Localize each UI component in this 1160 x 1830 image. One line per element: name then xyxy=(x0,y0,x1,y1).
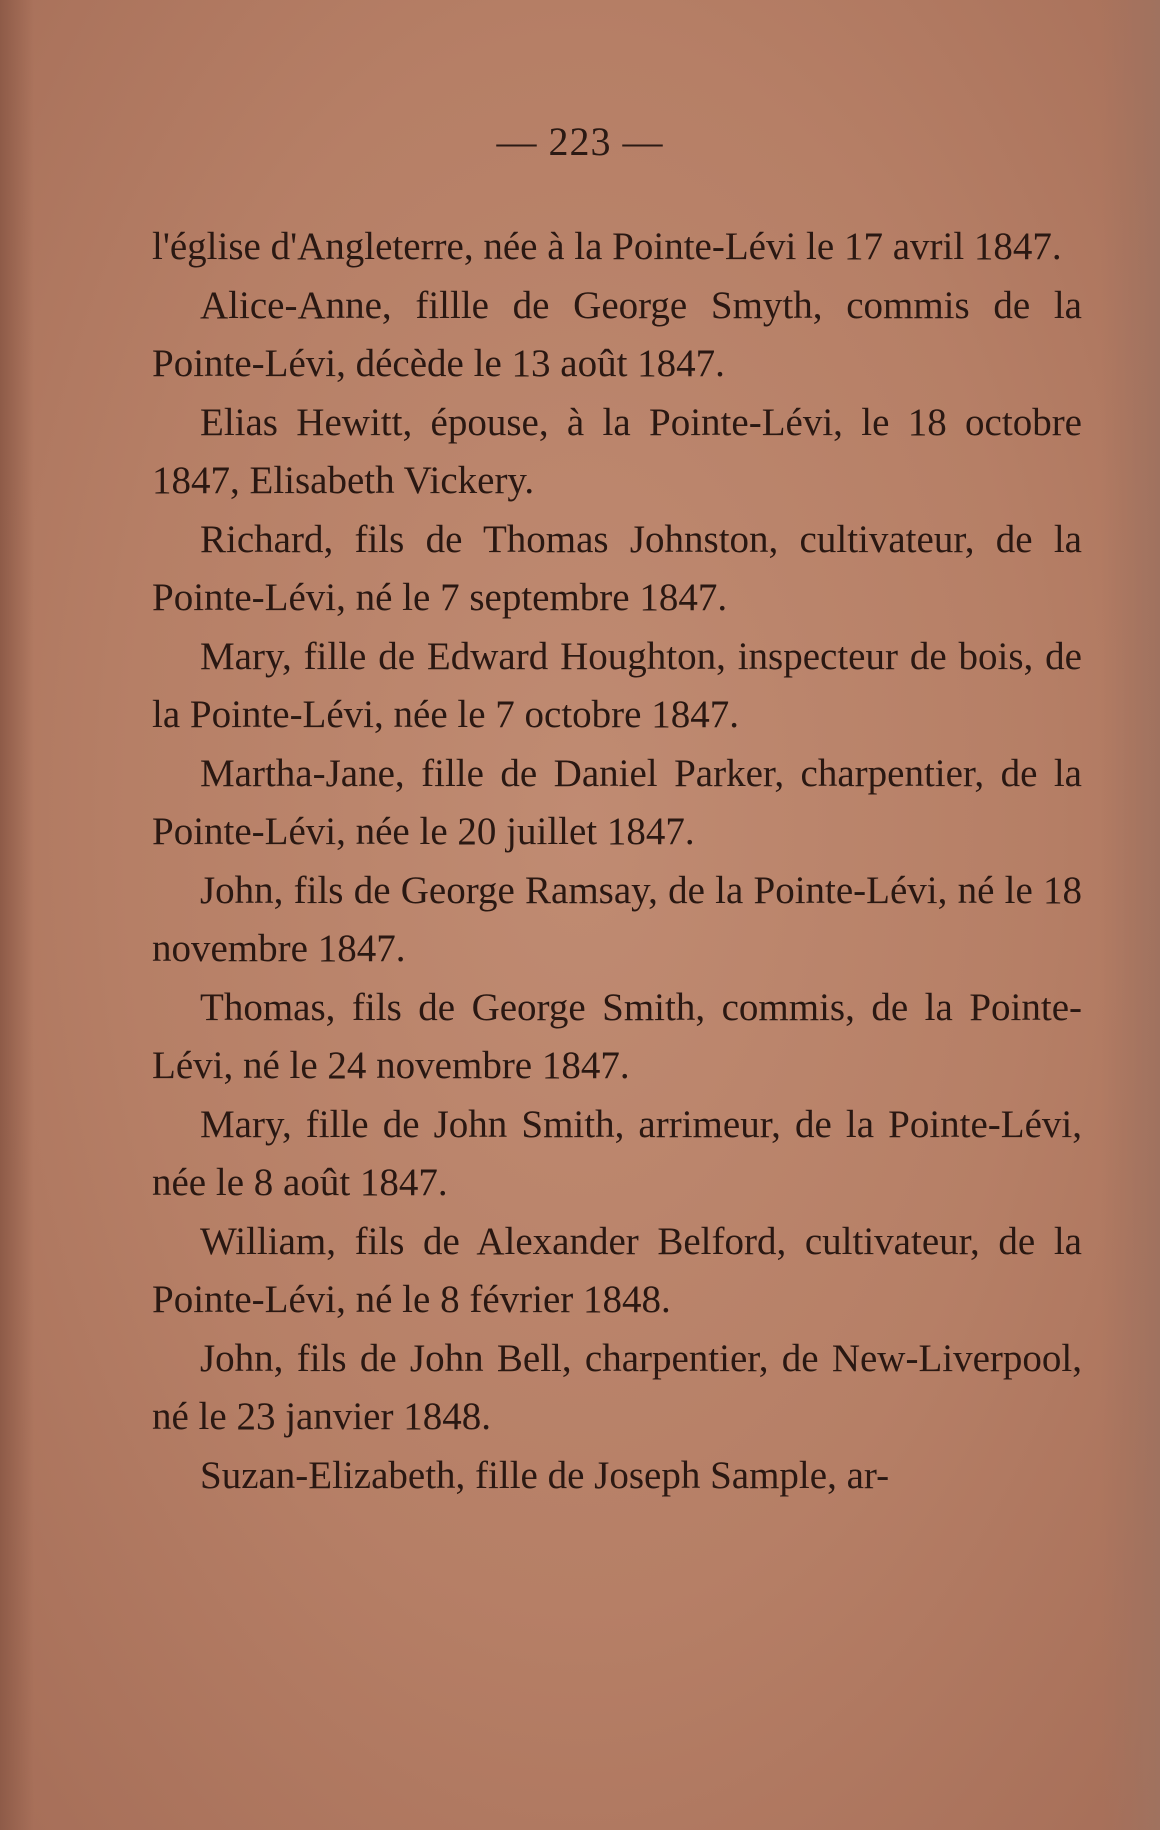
paragraph: Richard, fils de Thomas Johnston, cultivateur, de la Pointe-Lévi, né le 7 septembre 1847. xyxy=(152,517,1082,619)
paragraph: Thomas, fils de George Smith, commis, de la Pointe-Lévi, né le 24 novembre 1847. xyxy=(152,985,1082,1087)
paragraph: Mary, fille de John Smith, arrimeur, de la Pointe-Lévi, née le 8 août 1847. xyxy=(152,1102,1082,1204)
paragraph: William, fils de Alexander Belford, cultivateur, de la Pointe-Lévi, né le 8 février 1848. xyxy=(152,1219,1082,1321)
paragraph: Suzan-Elizabeth, fille de Joseph Sample, ar- xyxy=(200,1453,890,1497)
paragraph: John, fils de George Ramsay, de la Pointe-Lévi, né le 18 novembre 1847. xyxy=(152,868,1082,970)
paragraph: Alice-Anne, fillle de George Smyth, commis de la Pointe-Lévi, décède le 13 août 1847. xyxy=(152,283,1082,385)
page-edge-shadow-left xyxy=(0,0,34,1830)
paragraph: l'église d'Angleterre, née à la Pointe-Lévi le 17 avril 1847. xyxy=(152,225,1062,268)
paragraph: Elias Hewitt, épouse, à la Pointe-Lévi, le 18 octobre 1847, Elisabeth Vickery. xyxy=(152,400,1082,502)
paragraph: Mary, fille de Edward Houghton, inspecteur de bois, de la Pointe-Lévi, née le 7 octobre 1847. xyxy=(152,634,1082,736)
paragraph: Martha-Jane, fille de Daniel Parker, charpentier, de la Pointe-Lévi, née le 20 juillet 1847. xyxy=(152,751,1082,853)
page-edge-shadow-right xyxy=(1100,0,1160,1830)
page-number: — 223 — xyxy=(496,119,664,164)
paragraph: John, fils de John Bell, charpentier, de New-Liverpool, né le 23 janvier 1848. xyxy=(152,1336,1082,1438)
page-text xyxy=(152,218,1082,1505)
